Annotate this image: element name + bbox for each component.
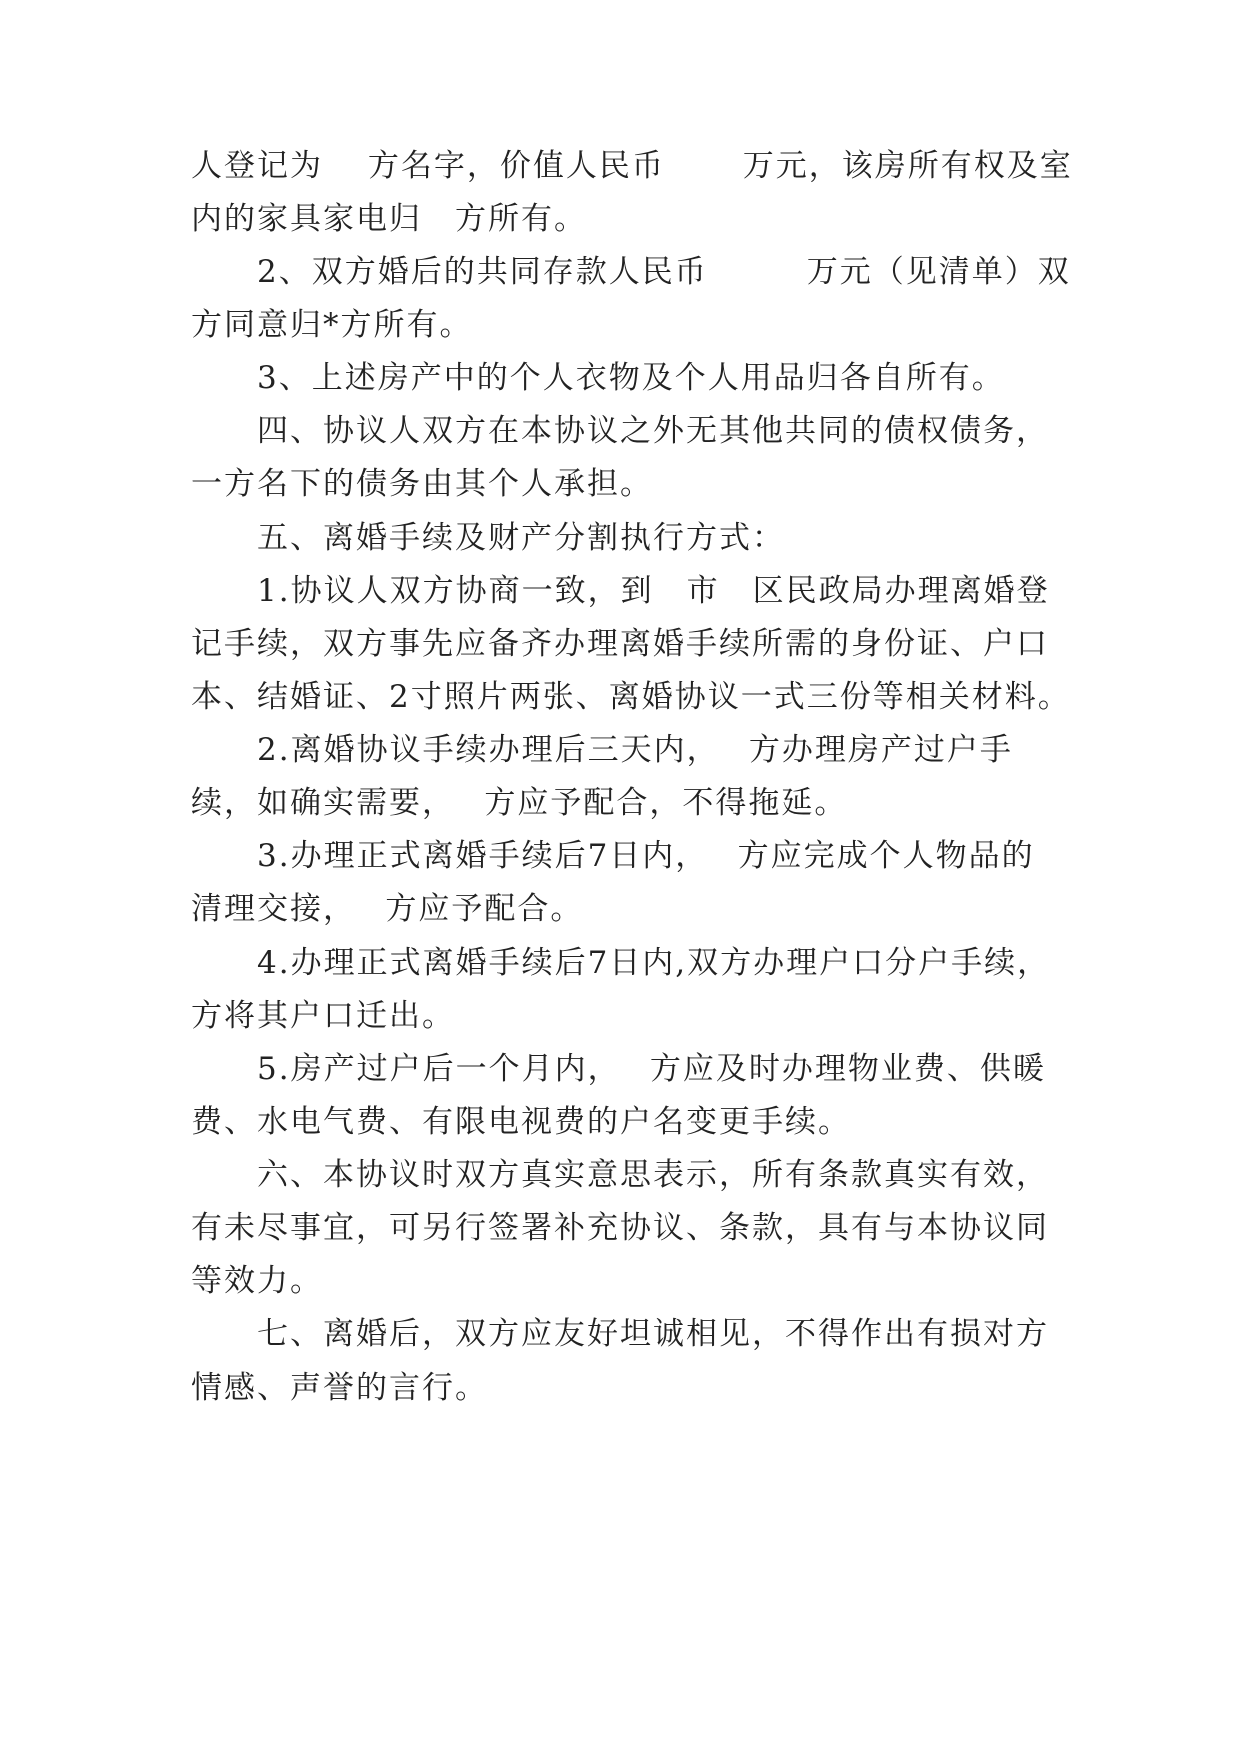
text-line: 4.办理正式离婚手续后7日内,双方办理户口分户手续， — [191, 945, 1051, 981]
text-line: 方将其户口迁出。 — [191, 998, 455, 1034]
text-line: 六、本协议时双方真实意思表示，所有条款真实有效， — [191, 1157, 1049, 1193]
text-line: 四、协议人双方在本协议之外无其他共同的债权债务， — [191, 413, 1049, 449]
text-line: 3.办理正式离婚手续后7日内， 方应完成个人物品的 — [191, 838, 1035, 874]
text-line: 2、双方婚后的共同存款人民币 万元（见清单）双 — [191, 254, 1071, 290]
text-line: 3、上述房产中的个人衣物及个人用品归各自所有。 — [191, 360, 1005, 396]
text-line: 1.协议人双方协商一致，到 市 区民政局办理离婚登 — [191, 573, 1050, 609]
text-line: 等效力。 — [191, 1263, 323, 1299]
text-line: 内的家具家电归 方所有。 — [191, 201, 587, 237]
text-line: 方同意归*方所有。 — [191, 307, 473, 343]
text-line: 本、结婚证、2寸照片两张、离婚协议一式三份等相关材料。 — [191, 679, 1071, 715]
text-line: 有未尽事宜，可另行签署补充协议、条款，具有与本协议同 — [191, 1210, 1049, 1246]
text-line: 5.房产过户后一个月内， 方应及时办理物业费、供暖 — [191, 1051, 1046, 1087]
text-line: 一方名下的债务由其个人承担。 — [191, 466, 653, 502]
text-line: 清理交接， 方应予配合。 — [191, 891, 584, 927]
text-line: 续，如确实需要， 方应予配合，不得拖延。 — [191, 785, 848, 821]
text-line: 五、离婚手续及财产分割执行方式： — [191, 520, 785, 556]
text-line: 记手续，双方事先应备齐办理离婚手续所需的身份证、户口 — [191, 626, 1049, 662]
text-line: 人登记为 方名字，价值人民币 万元，该房所有权及室 — [191, 148, 1073, 184]
text-line: 情感、声誉的言行。 — [191, 1370, 488, 1406]
text-line: 2.离婚协议手续办理后三天内， 方办理房产过户手 — [191, 732, 1013, 768]
text-line: 费、水电气费、有限电视费的户名变更手续。 — [191, 1104, 851, 1140]
text-line: 七、离婚后，双方应友好坦诚相见，不得作出有损对方 — [191, 1316, 1049, 1352]
